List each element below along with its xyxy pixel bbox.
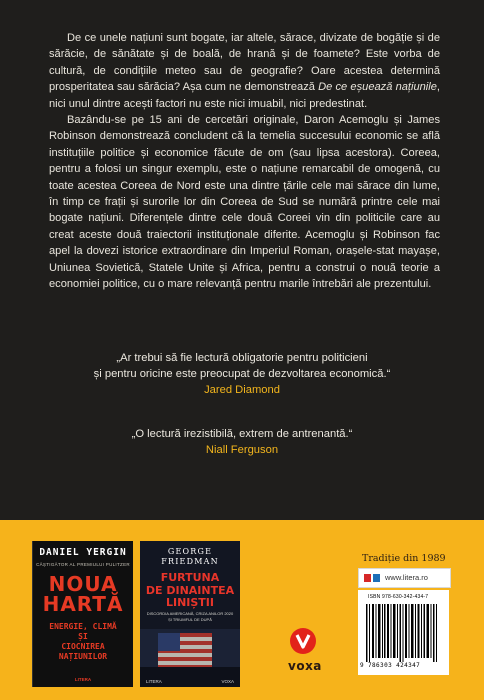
quote-ferguson: [40, 426, 444, 458]
quote-text-line-2: și pentru oricine este preocupat de dezvoltarea economică.“: [93, 368, 391, 380]
barcode-box: [358, 590, 449, 675]
blurb: [49, 30, 440, 293]
book2-subtitle: DISCORDIA AMERICANĂ, CRIZA ANILOR 2020 ȘI TRIUMFUL DE DUPĂ: [146, 611, 234, 622]
american-flag-icon: [158, 633, 212, 669]
litera-logo-icon: [362, 571, 382, 585]
book2-author: [140, 547, 240, 567]
tradition-text: Tradiție din 1989: [362, 553, 446, 564]
book2-publisher-right: VOXA: [221, 679, 234, 684]
book-title-italic: De ce eșuează națiunile: [318, 81, 437, 94]
book2-author-first: GEORGE: [167, 547, 213, 556]
book1-title: [33, 574, 133, 614]
blurb-p1-text-end: , nici unul dintre acești factori nu este nici imuabil, nici predestinat.: [49, 81, 441, 110]
blurb-p1-text: De ce unele națiuni sunt bogate, iar altele, sărace, divizate de bogăție și de sărăcie, de sănătate și de boală, de hrană și de foamete? Este vorba de cultură, de condițiile meteo sau de geografie? Oare acestea determină prosperitatea sau sărăcia? Așa cum ne demonstrează: [49, 32, 440, 94]
book2-publisher-left: LITERA: [146, 679, 162, 684]
book2-author-last: FRIEDMAN: [161, 557, 219, 566]
book1-author: DANIEL YERGIN: [39, 547, 127, 558]
book1-award: CÂȘTIGĂTOR AL PREMIULUI PULITZER: [36, 562, 130, 567]
book1-tagline: ENERGIE, CLIMĂ ȘI CIOCNIREA NAȚIUNILOR: [49, 622, 117, 661]
website-url: www.litera.ro: [385, 573, 428, 582]
blurb-paragraph-1: [49, 30, 440, 112]
barcode-digits: 9 786303 424347: [360, 662, 421, 669]
quote-text-line-1: „Ar trebui să fie lectură obligatorie pentru politicieni: [116, 352, 368, 364]
book1-publisher: LITERA: [74, 677, 92, 682]
voxa-logo-icon: [289, 627, 317, 655]
isbn: ISBN 978-630-342-434-7: [368, 594, 429, 600]
book1-title-line-1: NOUA: [48, 572, 118, 596]
imprint-name: voxa: [288, 659, 322, 673]
book-cover-noua-harta: [32, 541, 133, 687]
quote-author: Jared Diamond: [204, 384, 280, 396]
quote-author: Niall Ferguson: [205, 444, 279, 456]
blurb-paragraph-2: Bazându-se pe 15 ani de cercetări originale, Daron Acemoglu și James Robinson demonstrează concludent că la temelia succesului economic se află instituțiile politice și economice făcute de om (sau lipsa acestora). Coreea, pentru a folosi un singur exemplu, este o națiune remarcabil de omogenă, cu toate acestea Coreea de Nord este una dintre țările cele mai sărace din lume, în timp ce frații și surorile lor din Coreea de Sud se numără printre cele mai bogate națiuni. Diferențele dintre cele două Coreei vin din politicile care au creat aceste două traiectorii instituționale diferite. Acemoglu și Robinson fac apel la dovezi istorice extraordinare din Imperiul Roman, orașele-stat mayașe, Uniunea Sovietică, Statele Unite și Africa, pentru a construi o nouă teorie a economiei politice, cu o mare relevanță pentru marile întrebări ale prezentului.: [49, 114, 440, 291]
book1-title-line-2: HARTĂ: [42, 592, 124, 616]
website-sticker: [358, 568, 451, 588]
book2-title: FURTUNA DE DINAINTEA LINIȘTII: [145, 571, 235, 609]
quote-diamond: [40, 350, 444, 398]
book-cover-furtuna: [140, 541, 240, 687]
quote-text: „O lectură irezistibilă, extrem de antrenantă.“: [131, 428, 353, 440]
